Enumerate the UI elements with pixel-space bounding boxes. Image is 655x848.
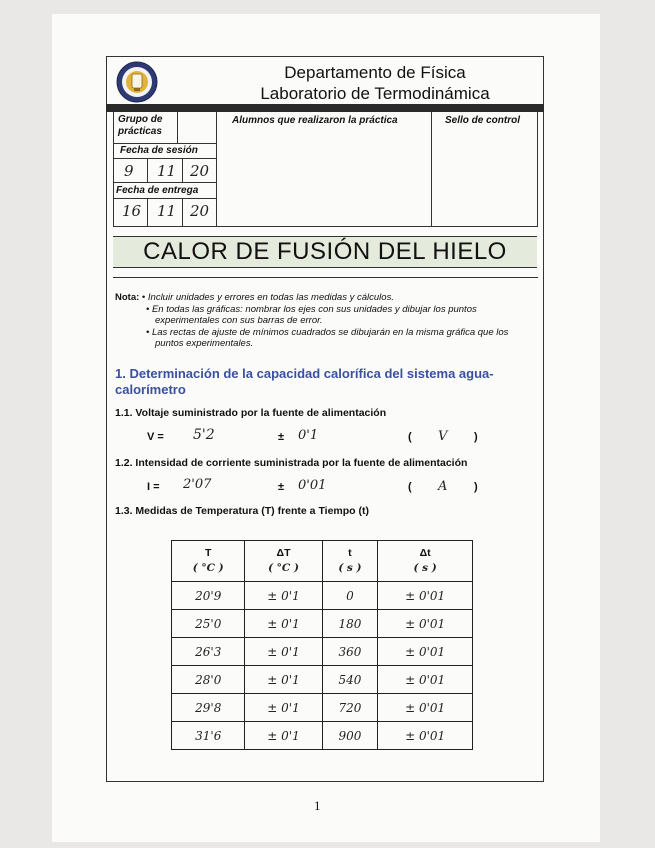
cell-T: 28'0 bbox=[172, 666, 245, 694]
header-name: Δt bbox=[419, 547, 431, 559]
voltage-unit: V bbox=[438, 429, 448, 444]
header-name: t bbox=[348, 547, 352, 559]
cell-dt: ± 0'01 bbox=[378, 694, 473, 722]
cell-dT: ± 0'1 bbox=[245, 666, 322, 694]
note-text: En todas las gráficas: nombrar los ejes con sus unidades y dibujar los puntos experimentales con sus barras de error. bbox=[151, 303, 477, 326]
cell-dt: ± 0'01 bbox=[378, 722, 473, 750]
grid-line bbox=[431, 112, 432, 226]
grid-line bbox=[113, 198, 216, 199]
current-unit-open: ( bbox=[408, 481, 412, 493]
grid-line bbox=[147, 198, 148, 226]
voltage-error: 0'1 bbox=[298, 428, 319, 443]
session-date-label: Fecha de sesión bbox=[120, 145, 198, 156]
grid-line bbox=[113, 112, 114, 226]
cell-T: 26'3 bbox=[172, 638, 245, 666]
voltage-symbol: V = bbox=[147, 431, 164, 443]
note-bullet-3: • Las rectas de ajuste de mínimos cuadrados se dibujarán en la misma gráfica que los puntos experimentales. bbox=[146, 326, 509, 349]
temperature-time-table bbox=[171, 540, 473, 750]
page-number: 1 bbox=[314, 798, 321, 813]
header-t bbox=[322, 541, 378, 582]
table-row bbox=[172, 694, 473, 722]
cell-dT: ± 0'1 bbox=[245, 610, 322, 638]
current-unit: A bbox=[438, 479, 448, 494]
current-pm: ± bbox=[278, 481, 285, 493]
laboratory-name: Laboratorio de Termodinámica bbox=[260, 84, 490, 103]
university-seal-icon bbox=[115, 60, 159, 104]
grid-line bbox=[147, 158, 148, 182]
voltage-pm: ± bbox=[278, 431, 285, 443]
subsection-1-1-label: 1.1. Voltaje suministrado por la fuente de alimentación bbox=[115, 407, 387, 419]
grid-line bbox=[113, 158, 216, 159]
header-divider bbox=[106, 104, 544, 112]
subsection-1-3-label: 1.3. Medidas de Temperatura (T) frente a Tiempo (t) bbox=[115, 505, 369, 517]
cell-T: 25'0 bbox=[172, 610, 245, 638]
grid-line bbox=[113, 182, 216, 183]
cell-dT: ± 0'1 bbox=[245, 638, 322, 666]
department-name: Departamento de Física bbox=[284, 63, 466, 82]
section-1-title: 1. Determinación de la capacidad calorífica del sistema agua-calorímetro bbox=[115, 366, 494, 397]
header-unit: ( s ) bbox=[413, 562, 437, 574]
header-name: T bbox=[205, 547, 212, 559]
table-row bbox=[172, 666, 473, 694]
cell-dT: ± 0'1 bbox=[245, 694, 322, 722]
note-text: Las rectas de ajuste de mínimos cuadrados se dibujarán en la misma gráfica que los puntos experimentales. bbox=[151, 326, 509, 349]
session-year: 20 bbox=[190, 162, 210, 180]
cell-t: 360 bbox=[322, 638, 378, 666]
current-symbol: I = bbox=[147, 481, 160, 493]
subsection-1-2-label: 1.2. Intensidad de corriente suministrada por la fuente de alimentación bbox=[115, 457, 468, 469]
delivery-date-label: Fecha de entrega bbox=[116, 185, 199, 196]
cell-dt: ± 0'01 bbox=[378, 610, 473, 638]
grid-line bbox=[177, 112, 178, 143]
current-value: 2'07 bbox=[183, 477, 212, 492]
cell-T: 31'6 bbox=[172, 722, 245, 750]
department-header bbox=[225, 62, 525, 104]
page-title: CALOR DE FUSIÓN DEL HIELO bbox=[143, 238, 507, 265]
note-block bbox=[115, 292, 535, 350]
cell-t: 720 bbox=[322, 694, 378, 722]
grid-line bbox=[113, 226, 538, 227]
current-unit-close: ) bbox=[474, 481, 478, 493]
session-month: 11 bbox=[157, 162, 177, 180]
cell-t: 180 bbox=[322, 610, 378, 638]
current-error: 0'01 bbox=[298, 478, 327, 493]
header-name: ΔT bbox=[276, 547, 291, 559]
cell-dt: ± 0'01 bbox=[378, 582, 473, 610]
session-day: 9 bbox=[124, 162, 134, 180]
cell-dt: ± 0'01 bbox=[378, 666, 473, 694]
voltage-unit-close: ) bbox=[474, 431, 478, 443]
grid-line bbox=[182, 158, 183, 182]
voltage-value: 5'2 bbox=[193, 427, 215, 443]
table-header-row bbox=[172, 541, 473, 582]
cell-dT: ± 0'1 bbox=[245, 722, 322, 750]
note-bullet-2: • En todas las gráficas: nombrar los ejes con sus unidades y dibujar los puntos experimentales con sus barras de error. bbox=[146, 303, 477, 326]
header-dt bbox=[378, 541, 473, 582]
title-divider bbox=[113, 277, 538, 278]
cell-T: 29'8 bbox=[172, 694, 245, 722]
table-row bbox=[172, 638, 473, 666]
grid-line bbox=[537, 112, 538, 226]
header-unit: ( s ) bbox=[338, 562, 362, 574]
grid-line bbox=[216, 112, 217, 226]
cell-t: 540 bbox=[322, 666, 378, 694]
cell-T: 20'9 bbox=[172, 582, 245, 610]
cell-t: 0 bbox=[322, 582, 378, 610]
table-row bbox=[172, 722, 473, 750]
delivery-year: 20 bbox=[190, 202, 210, 220]
cell-t: 900 bbox=[322, 722, 378, 750]
header-T bbox=[172, 541, 245, 582]
table-row bbox=[172, 582, 473, 610]
voltage-unit-open: ( bbox=[408, 431, 412, 443]
cell-dT: ± 0'1 bbox=[245, 582, 322, 610]
grid-line bbox=[182, 198, 183, 226]
header-unit: ( °C ) bbox=[268, 562, 299, 574]
grid-line bbox=[113, 143, 216, 144]
note-bullet-1: Nota: • Incluir unidades y errores en todas las medidas y cálculos. bbox=[115, 292, 394, 303]
note-text: Incluir unidades y errores en todas las medidas y cálculos. bbox=[147, 292, 394, 303]
note-label: Nota: bbox=[115, 292, 140, 303]
header-dT bbox=[245, 541, 322, 582]
delivery-month: 11 bbox=[157, 202, 177, 220]
delivery-day: 16 bbox=[122, 202, 142, 220]
stamp-label: Sello de control bbox=[445, 115, 521, 126]
group-label: Grupo de prácticas bbox=[118, 114, 163, 137]
header-unit: ( °C ) bbox=[192, 562, 224, 574]
cell-dt: ± 0'01 bbox=[378, 638, 473, 666]
students-label: Alumnos que realizaron la práctica bbox=[232, 115, 398, 126]
table-row bbox=[172, 610, 473, 638]
